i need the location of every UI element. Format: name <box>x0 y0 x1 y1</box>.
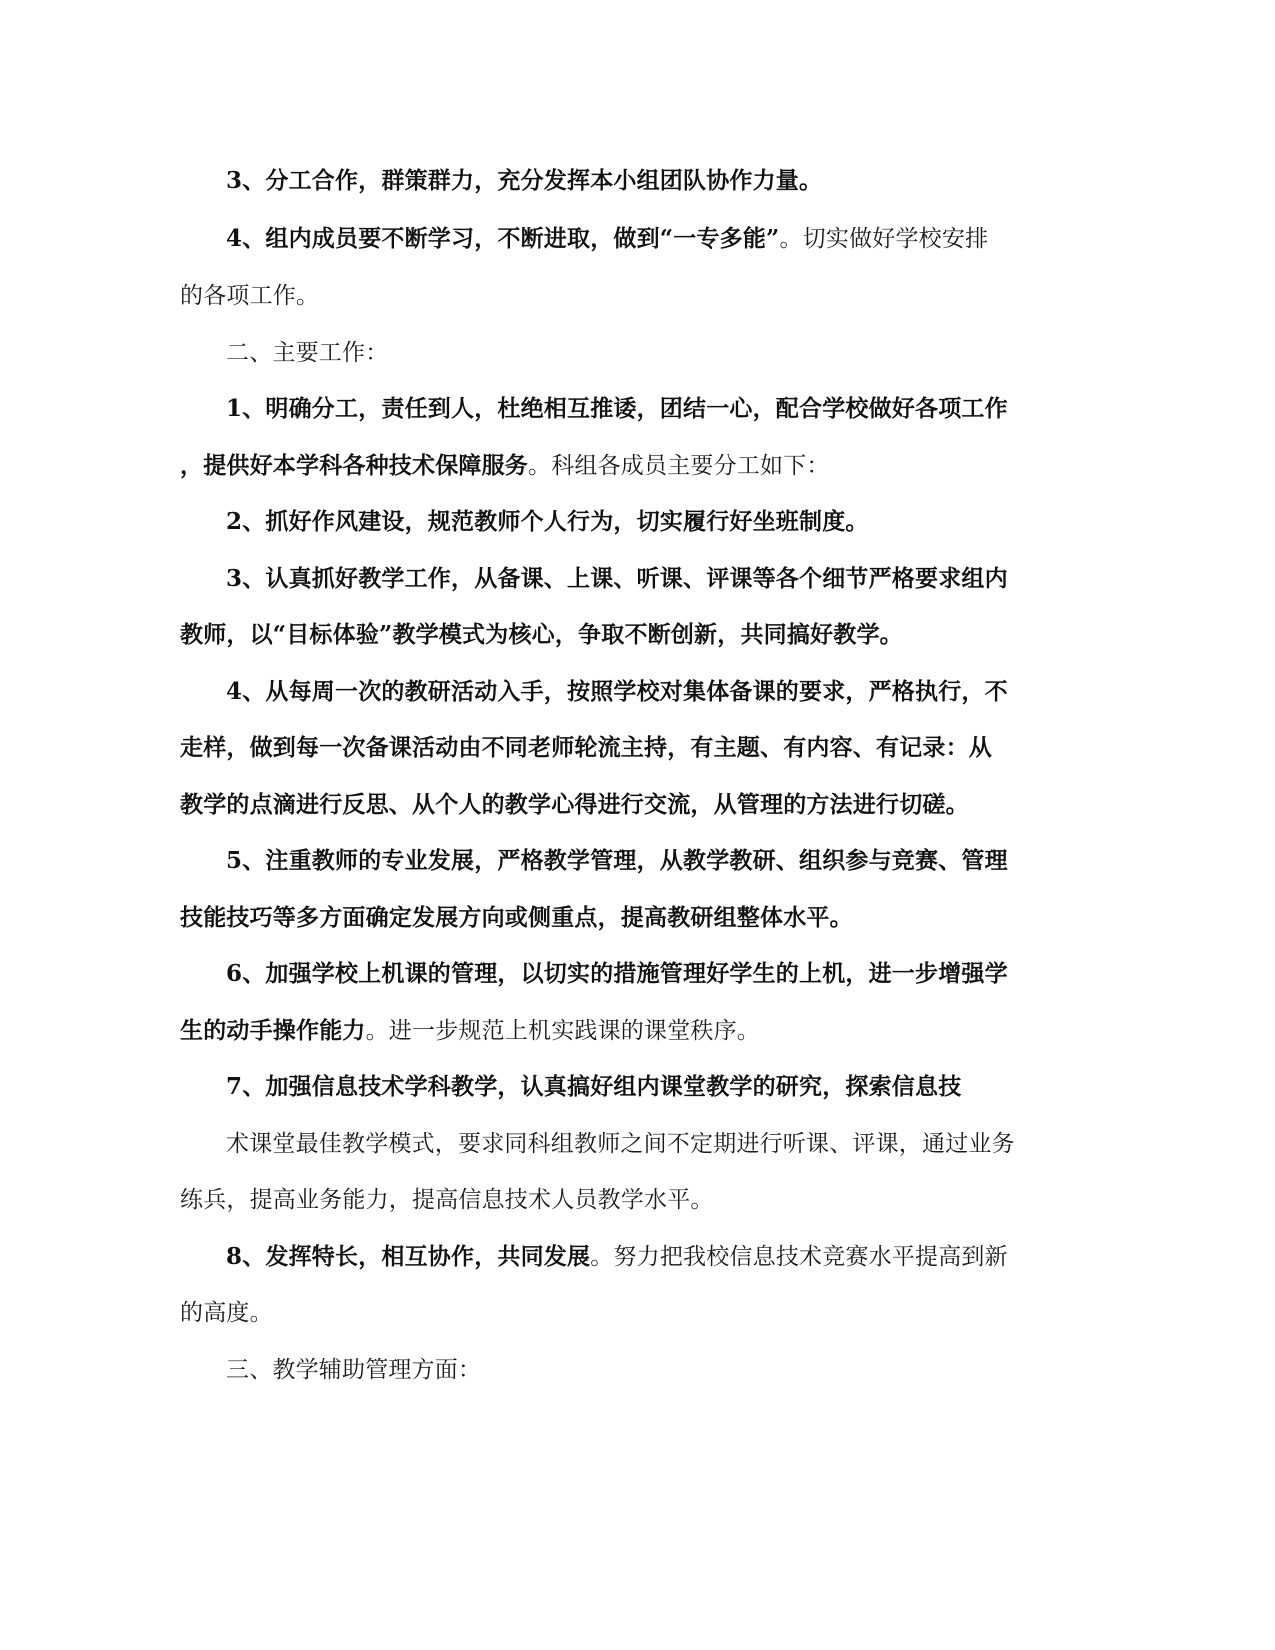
paragraph-line <box>226 166 822 196</box>
paragraph-line <box>226 224 988 254</box>
paragraph-line <box>226 1072 961 1102</box>
bold-text: 8、发挥特长，相互协作，共同发展 <box>226 1243 591 1270</box>
bold-text: 技能技巧等多方面确定发展方向或侧重点，提高教研组整体水平。 <box>180 904 853 931</box>
bold-text: 6、加强学校上机课的管理，以切实的措施管理好学生的上机，进一步增强学 <box>226 960 1008 987</box>
paragraph-line <box>180 1016 760 1046</box>
paragraph-line <box>180 1298 273 1328</box>
paragraph-line <box>180 733 992 763</box>
bold-text: 5、注重教师的专业发展，严格教学管理，从教学教研、组织参与竞赛、管理 <box>226 847 1008 874</box>
regular-text: 二、主要工作： <box>226 340 389 366</box>
bold-text: 7、加强信息技术学科教学，认真搞好组内课堂教学的研究，探索信息技 <box>226 1073 962 1100</box>
regular-text: 。切实做好学校安排 <box>779 226 989 252</box>
bold-text: 教师，以“目标体验”教学模式为核心，争取不断创新，共同搞好教学。 <box>180 621 903 648</box>
paragraph-line <box>226 677 1008 707</box>
paragraph-line <box>180 1185 714 1215</box>
bold-text: 走样，做到每一次备课活动由不同老师轮流主持，有主题、有内容、有记录：从 <box>180 734 992 761</box>
regular-text: 练兵，提高业务能力，提高信息技术人员教学水平。 <box>180 1187 714 1213</box>
paragraph-line <box>226 507 869 537</box>
paragraph-line <box>226 959 1008 989</box>
bold-text: 2、抓好作风建设，规范教师个人行为，切实履行好坐班制度。 <box>226 508 869 535</box>
paragraph-line <box>226 564 1008 594</box>
paragraph-line <box>180 903 853 933</box>
regular-text: 的高度。 <box>180 1300 273 1326</box>
bold-text: 教学的点滴进行反思、从个人的教学心得进行交流，从管理的方法进行切磋。 <box>180 791 969 818</box>
paragraph-line <box>226 394 1008 424</box>
regular-text: 三、教学辅助管理方面： <box>226 1357 482 1383</box>
paragraph-line <box>180 451 830 481</box>
paragraph-line <box>226 1242 1008 1272</box>
regular-text: 。努力把我校信息技术竞赛水平提高到新 <box>590 1244 1008 1270</box>
section-heading <box>226 338 388 368</box>
paragraph-line <box>226 1129 1015 1159</box>
bold-text: 1、明确分工，责任到人，杜绝相互推诿，团结一心，配合学校做好各项工作 <box>226 395 1008 422</box>
bold-text: 3、认真抓好教学工作，从备课、上课、听课、评课等各个细节严格要求组内 <box>226 565 1008 592</box>
paragraph-line <box>226 846 1008 876</box>
regular-text: 的各项工作。 <box>180 283 320 309</box>
regular-text: 。科组各成员主要分工如下： <box>528 453 830 479</box>
bold-text: ，提供好本学科各种技术保障服务 <box>180 452 528 479</box>
bold-text: 3、分工合作，群策群力，充分发挥本小组团队协作力量。 <box>226 167 823 194</box>
regular-text: 。进一步规范上机实践课的课堂秩序。 <box>365 1018 761 1044</box>
section-heading <box>226 1355 481 1385</box>
paragraph-line <box>180 620 903 650</box>
regular-text: 术课堂最佳教学模式，要求同科组教师之间不定期进行听课、评课，通过业务 <box>226 1131 1015 1157</box>
paragraph-line <box>180 281 319 311</box>
bold-text: 生的动手操作能力 <box>180 1017 366 1044</box>
bold-text: 4、组内成员要不断学习，不断进取，做到“一专多能” <box>226 225 780 252</box>
bold-text: 4、从每周一次的教研活动入手，按照学校对集体备课的要求，严格执行，不 <box>226 678 1008 705</box>
paragraph-line <box>180 790 969 820</box>
